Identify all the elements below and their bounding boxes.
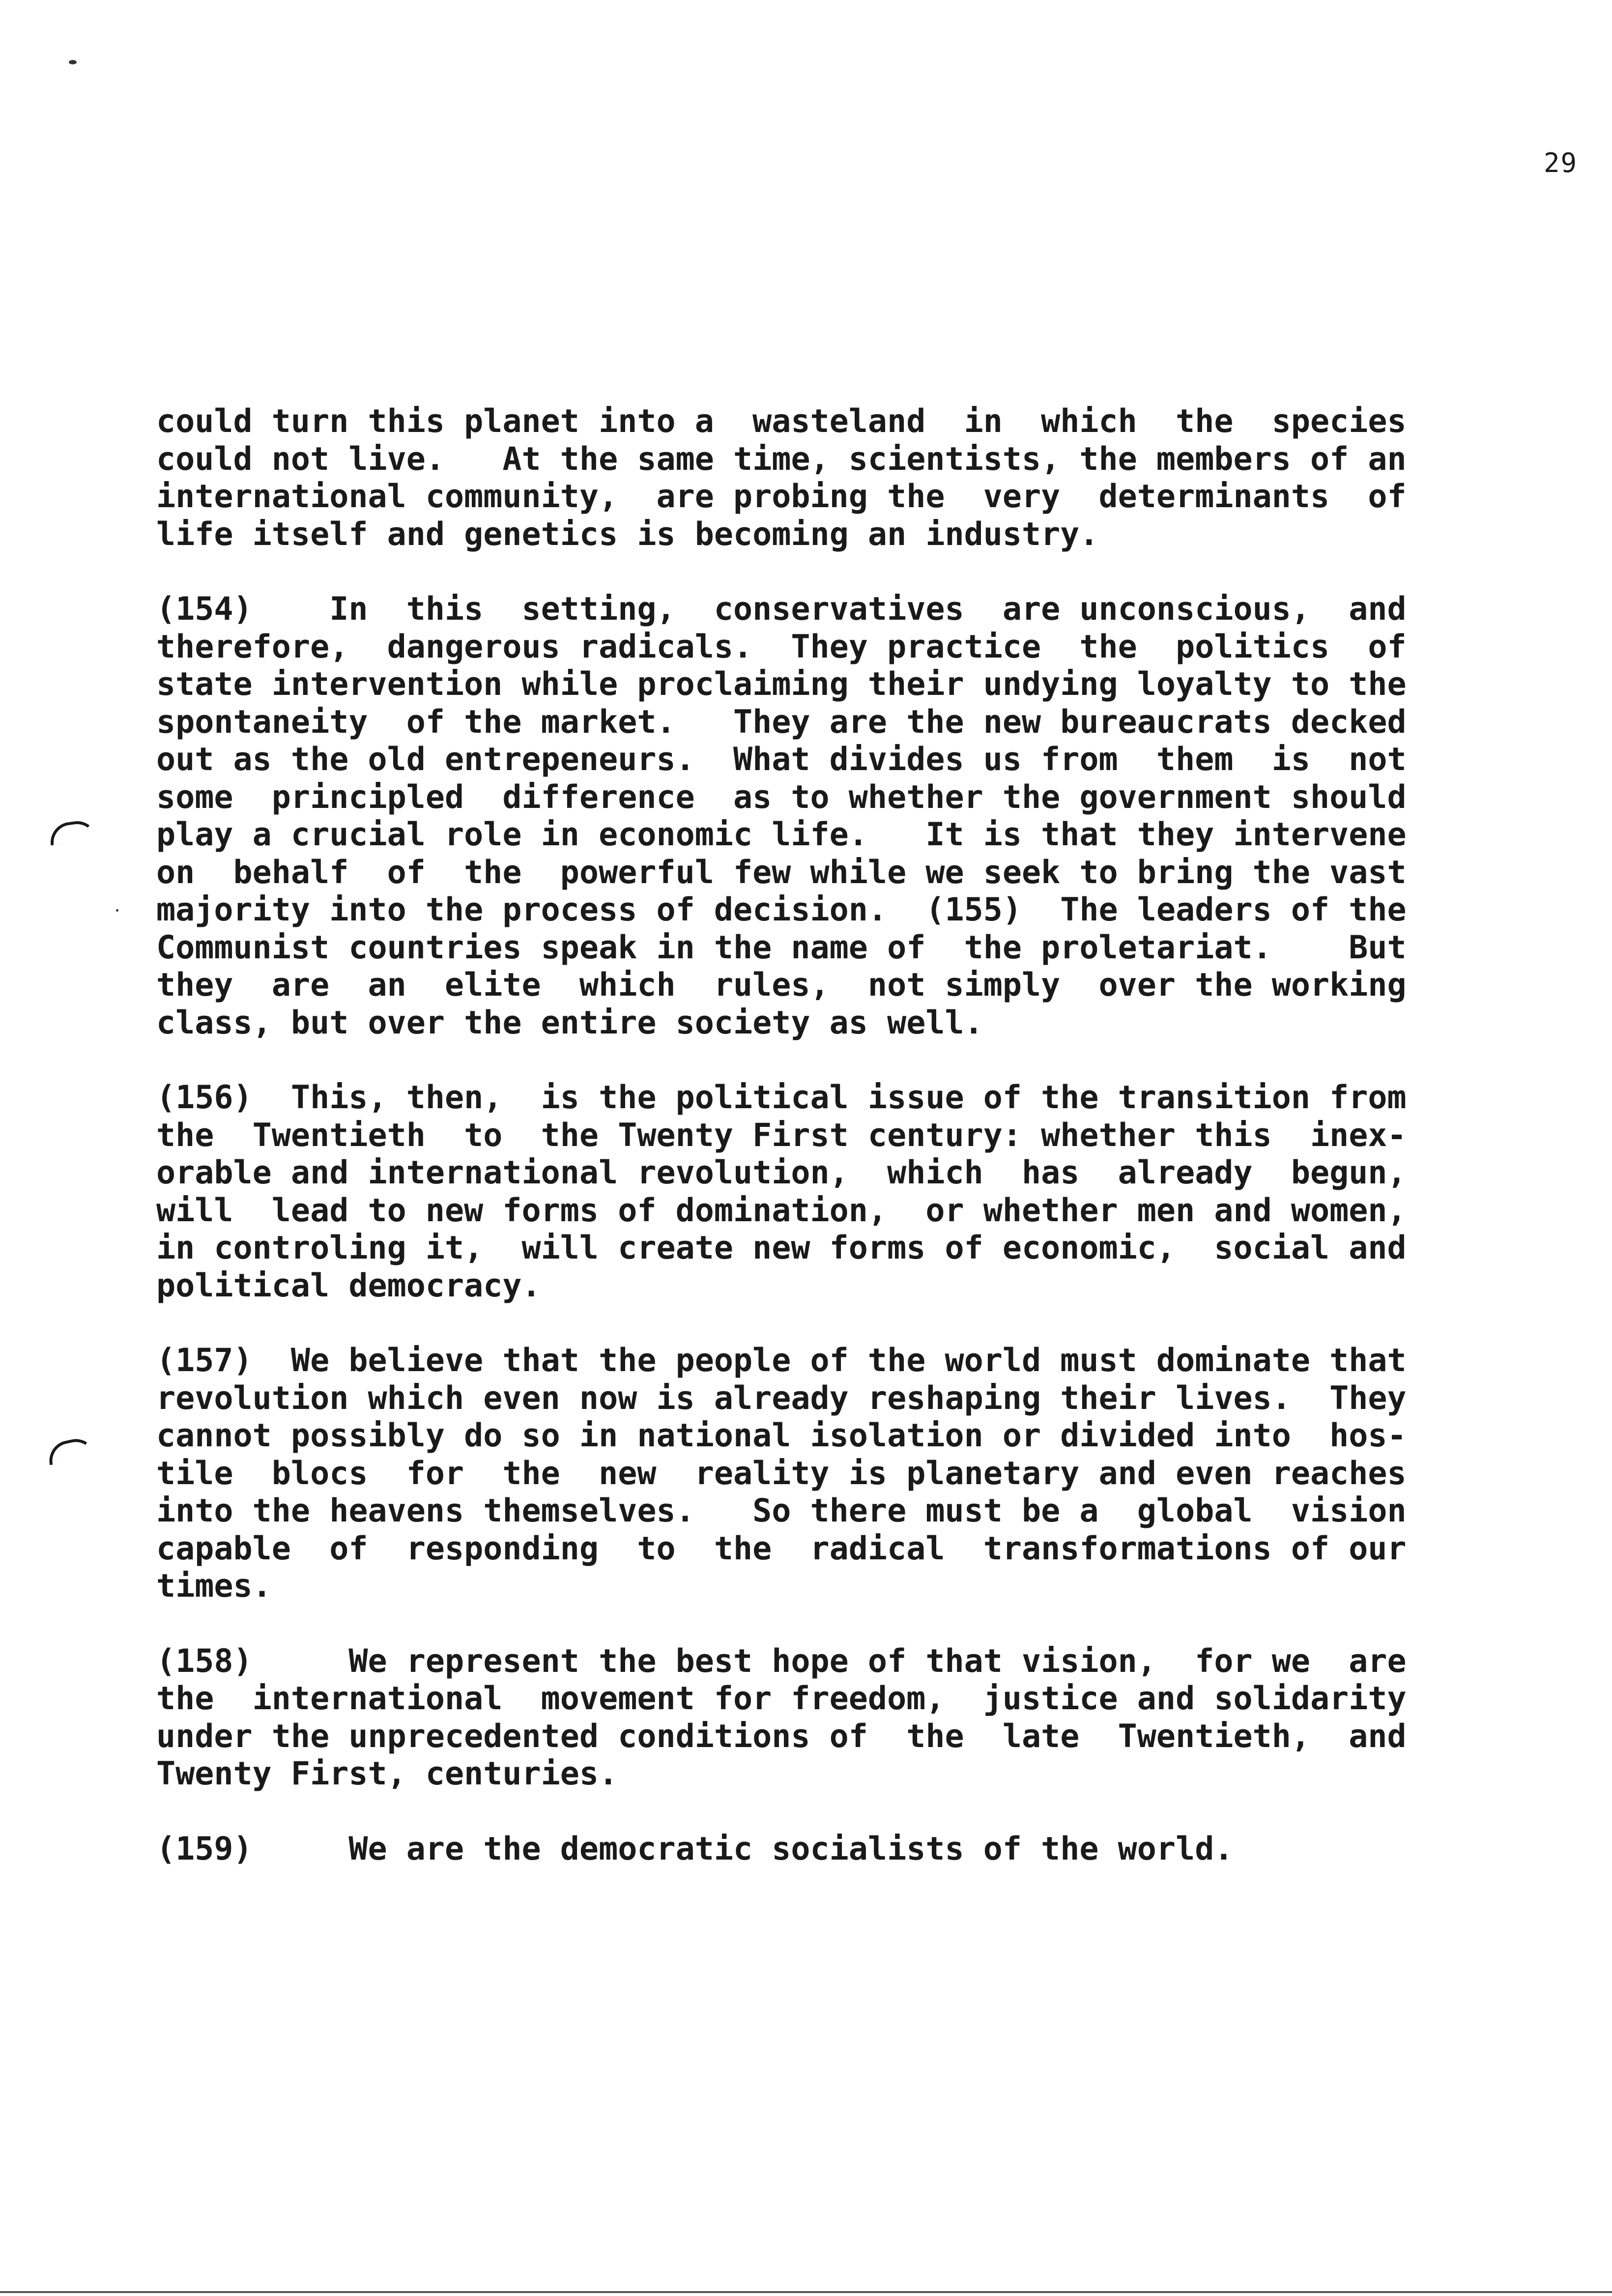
text-line: into the heavens themselves. So there must be a global vision	[156, 1492, 1407, 1529]
text-line: times.	[156, 1568, 272, 1605]
text-line: state intervention while proclaiming their undying loyalty to the	[156, 666, 1407, 703]
text-line: (159) We are the democratic socialists of the world.	[156, 1830, 1234, 1867]
text-line: majority into the process of decision. (155) The leaders of the	[156, 891, 1407, 928]
text-line: Communist countries speak in the name of the proletariat. But	[156, 929, 1407, 966]
scan-speck	[116, 909, 118, 912]
hole-punch-mark	[48, 819, 98, 846]
text-line: the Twentieth to the Twenty First century: whether this inex-	[156, 1117, 1407, 1154]
text-line: could not live. At the same time, scientists, the members of an	[156, 440, 1407, 478]
text-line: orable and international revolution, which has already begun,	[156, 1154, 1407, 1191]
paragraph-p-154	[156, 591, 1454, 1042]
text-line: tile blocs for the new reality is planetary and even reaches	[156, 1455, 1407, 1492]
text-line: (156) This, then, is the political issue of the transition from	[156, 1079, 1407, 1116]
scan-edge-line	[0, 2291, 1612, 2293]
text-line: some principled difference as to whether the government should	[156, 778, 1407, 816]
text-line: in controling it, will create new forms of economic, social and	[156, 1230, 1407, 1266]
body-text	[156, 403, 1454, 1905]
text-line: under the unprecedented conditions of the late Twentieth, and	[156, 1718, 1407, 1755]
paragraph-p-intro	[156, 403, 1454, 553]
text-line: revolution which even now is already reshaping their lives. They	[156, 1379, 1407, 1417]
text-line: could turn this planet into a wasteland in which the species	[156, 403, 1407, 440]
page-number: 29	[1543, 147, 1578, 178]
text-line: spontaneity of the market. They are the new bureaucrats decked	[156, 703, 1407, 741]
text-line: capable of responding to the radical transformations of our	[156, 1530, 1407, 1567]
text-line: will lead to new forms of domination, or whether men and women,	[156, 1192, 1407, 1229]
text-line: political democracy.	[156, 1267, 541, 1304]
text-line: therefore, dangerous radicals. They practice the politics of	[156, 628, 1407, 665]
text-line: (154) In this setting, conservatives are unconscious, and	[156, 591, 1407, 628]
text-line: (158) We represent the best hope of that vision, for we are	[156, 1642, 1407, 1680]
hole-punch-mark	[46, 1435, 96, 1465]
text-line: play a crucial role in economic life. It is that they intervene	[156, 816, 1407, 853]
text-line: they are an elite which rules, not simply over the working	[156, 967, 1407, 1004]
paragraph-p-158	[156, 1643, 1454, 1793]
text-line: Twenty First, centuries.	[156, 1755, 618, 1792]
paragraph-p-156	[156, 1079, 1454, 1305]
text-line: cannot possibly do so in national isolation or divided into hos-	[156, 1417, 1407, 1454]
paragraph-p-157	[156, 1342, 1454, 1606]
text-line: class, but over the entire society as well.	[156, 1004, 983, 1041]
text-line: life itself and genetics is becoming an industry.	[156, 516, 1099, 553]
text-line: the international movement for freedom, justice and solidarity	[156, 1680, 1407, 1717]
text-line: out as the old entrepeneurs. What divides us from them is not	[156, 741, 1407, 778]
paragraph-p-159	[156, 1831, 1454, 1868]
text-line: international community, are probing the very determinants of	[156, 478, 1407, 515]
text-line: on behalf of the powerful few while we seek to bring the vast	[156, 854, 1407, 891]
scan-speck	[69, 60, 77, 64]
text-line: (157) We believe that the people of the world must dominate that	[156, 1342, 1407, 1379]
